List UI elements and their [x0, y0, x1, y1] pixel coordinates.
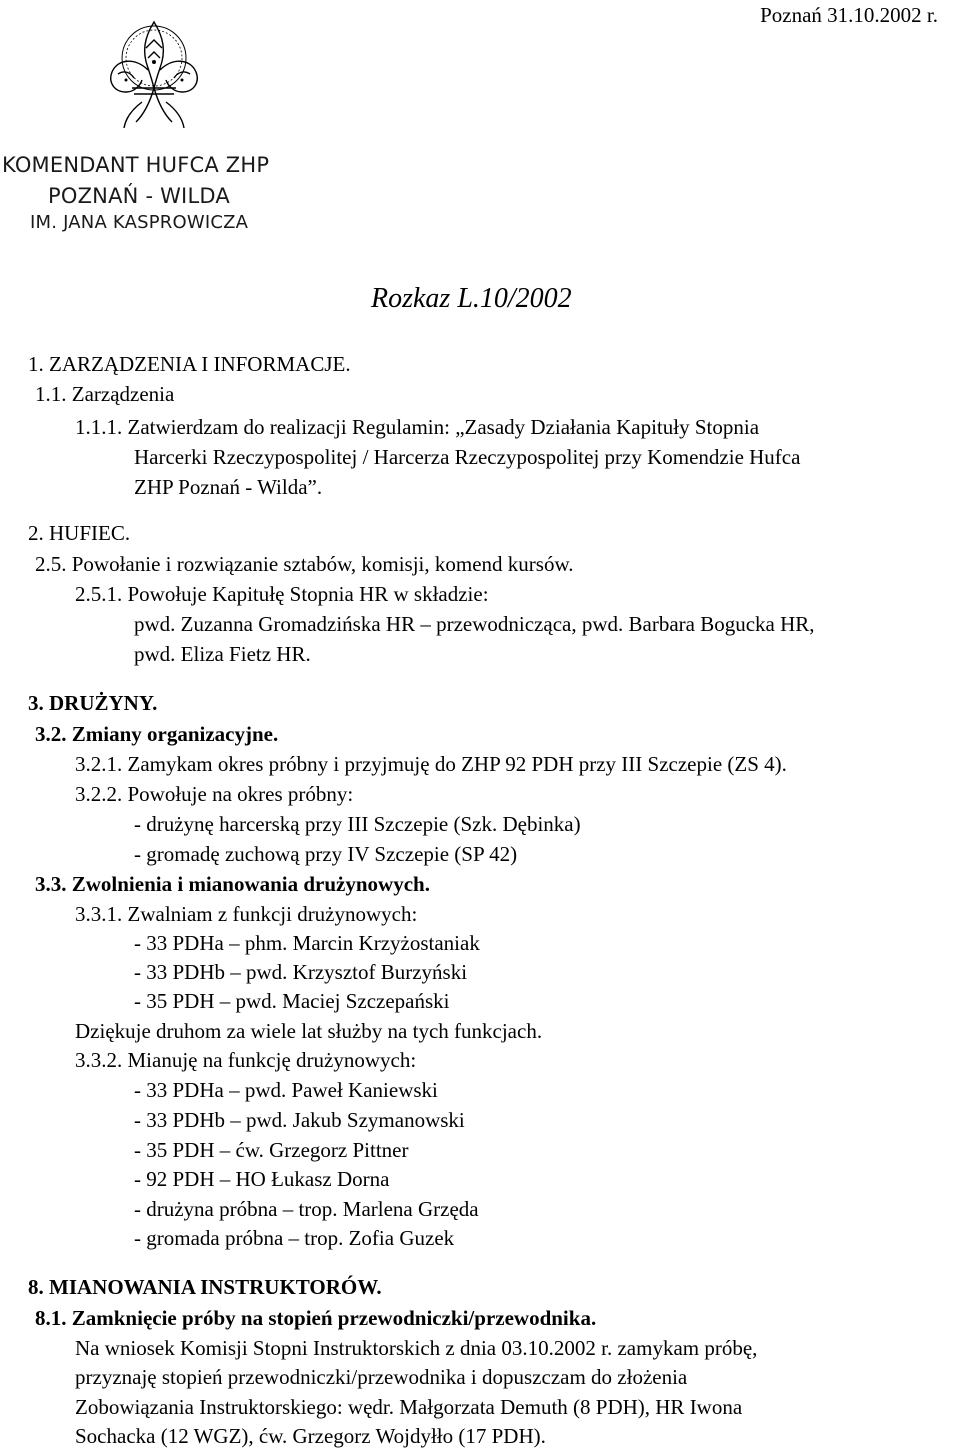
org-name-line-2: POZNAŃ - WILDA: [48, 184, 230, 208]
paragraph-8-1-line-3: Zobowiązania Instruktorskiego: wędr. Małgorzata Demuth (8 PDH), HR Iwona: [75, 1395, 743, 1419]
org-name-line-1: KOMENDANT HUFCA ZHP: [2, 153, 270, 177]
item-3-3-2-entry-b: - 33 PDHb – pwd. Jakub Szymanowski: [134, 1108, 465, 1132]
paragraph-8-1-line-4: Sochacka (12 WGZ), ćw. Grzegorz Wojdyłło (17 PDH).: [75, 1424, 546, 1448]
item-3-3-1: 3.3.1. Zwalniam z funkcji drużynowych:: [75, 902, 418, 926]
document-date: Poznań 31.10.2002 r.: [760, 3, 938, 27]
item-3-2-2: 3.2.2. Powołuje na okres próbny:: [75, 782, 354, 806]
item-3-3-1-entry-b: - 33 PDHb – pwd. Krzysztof Burzyński: [134, 960, 468, 984]
section-8-heading: 8. MIANOWANIA INSTRUKTORÓW.: [28, 1275, 382, 1299]
item-3-3-2: 3.3.2. Mianuję na funkcję drużynowych:: [75, 1048, 417, 1072]
section-1-heading: 1. ZARZĄDZENIA I INFORMACJE.: [28, 352, 351, 376]
item-2-5-1-line-1: 2.5.1. Powołuje Kapitułę Stopnia HR w składzie:: [75, 582, 489, 606]
section-3-2-heading: 3.2. Zmiany organizacyjne.: [35, 722, 279, 746]
document-title: Rozkaz L.10/2002: [371, 283, 572, 314]
item-1-1-1-line-1: 1.1.1. Zatwierdzam do realizacji Regulamin: „Zasady Działania Kapituły Stopnia: [75, 415, 760, 439]
paragraph-8-1-line-1: Na wniosek Komisji Stopni Instruktorskich z dnia 03.10.2002 r. zamykam próbę,: [75, 1336, 758, 1360]
thanks-note: Dziękuje druhom za wiele lat służby na tych funkcjach.: [75, 1019, 543, 1043]
zhp-fleur-de-lis-logo: [96, 18, 208, 134]
item-3-2-2-entry-b: - gromadę zuchową przy IV Szczepie (SP 42): [134, 842, 518, 866]
item-3-3-2-entry-f: - gromada próbna – trop. Zofia Guzek: [134, 1226, 455, 1250]
item-3-2-1: 3.2.1. Zamykam okres próbny i przyjmuję do ZHP 92 PDH przy III Szczepie (ZS 4).: [75, 752, 787, 776]
section-2-5-heading: 2.5. Powołanie i rozwiązanie sztabów, komisji, komend kursów.: [35, 552, 574, 576]
item-2-5-1-line-3: pwd. Eliza Fietz HR.: [134, 642, 311, 666]
item-2-5-1-line-2: pwd. Zuzanna Gromadzińska HR – przewodnicząca, pwd. Barbara Bogucka HR,: [134, 612, 815, 636]
item-3-3-1-entry-c: - 35 PDH – pwd. Maciej Szczepański: [134, 989, 450, 1013]
org-name-line-3: IM. JANA KASPROWICZA: [30, 212, 249, 233]
section-8-1-heading: 8.1. Zamknięcie próby na stopień przewodniczki/przewodnika.: [35, 1306, 597, 1330]
section-3-3-heading: 3.3. Zwolnienia i mianowania drużynowych.: [35, 872, 430, 896]
section-3-heading: 3. DRUŻYNY.: [28, 691, 158, 715]
section-2-heading: 2. HUFIEC.: [28, 521, 131, 545]
item-3-3-2-entry-a: - 33 PDHa – pwd. Paweł Kaniewski: [134, 1078, 438, 1102]
item-3-3-2-entry-c: - 35 PDH – ćw. Grzegorz Pittner: [134, 1138, 409, 1162]
item-3-3-2-entry-e: - drużyna próbna – trop. Marlena Grzęda: [134, 1197, 479, 1221]
item-3-3-2-entry-d: - 92 PDH – HO Łukasz Dorna: [134, 1167, 390, 1191]
paragraph-8-1-line-2: przyznaję stopień przewodniczki/przewodnika i dopuszczam do złożenia: [75, 1365, 688, 1389]
item-3-3-1-entry-a: - 33 PDHa – phm. Marcin Krzyżostaniak: [134, 931, 480, 955]
item-1-1-1-line-3: ZHP Poznań - Wilda”.: [134, 475, 323, 499]
section-1-1-heading: 1.1. Zarządzenia: [35, 382, 175, 406]
item-1-1-1-line-2: Harcerki Rzeczypospolitej / Harcerza Rzeczypospolitej przy Komendzie Hufca: [134, 445, 801, 469]
item-3-2-2-entry-a: - drużynę harcerską przy III Szczepie (Szk. Dębinka): [134, 812, 581, 836]
